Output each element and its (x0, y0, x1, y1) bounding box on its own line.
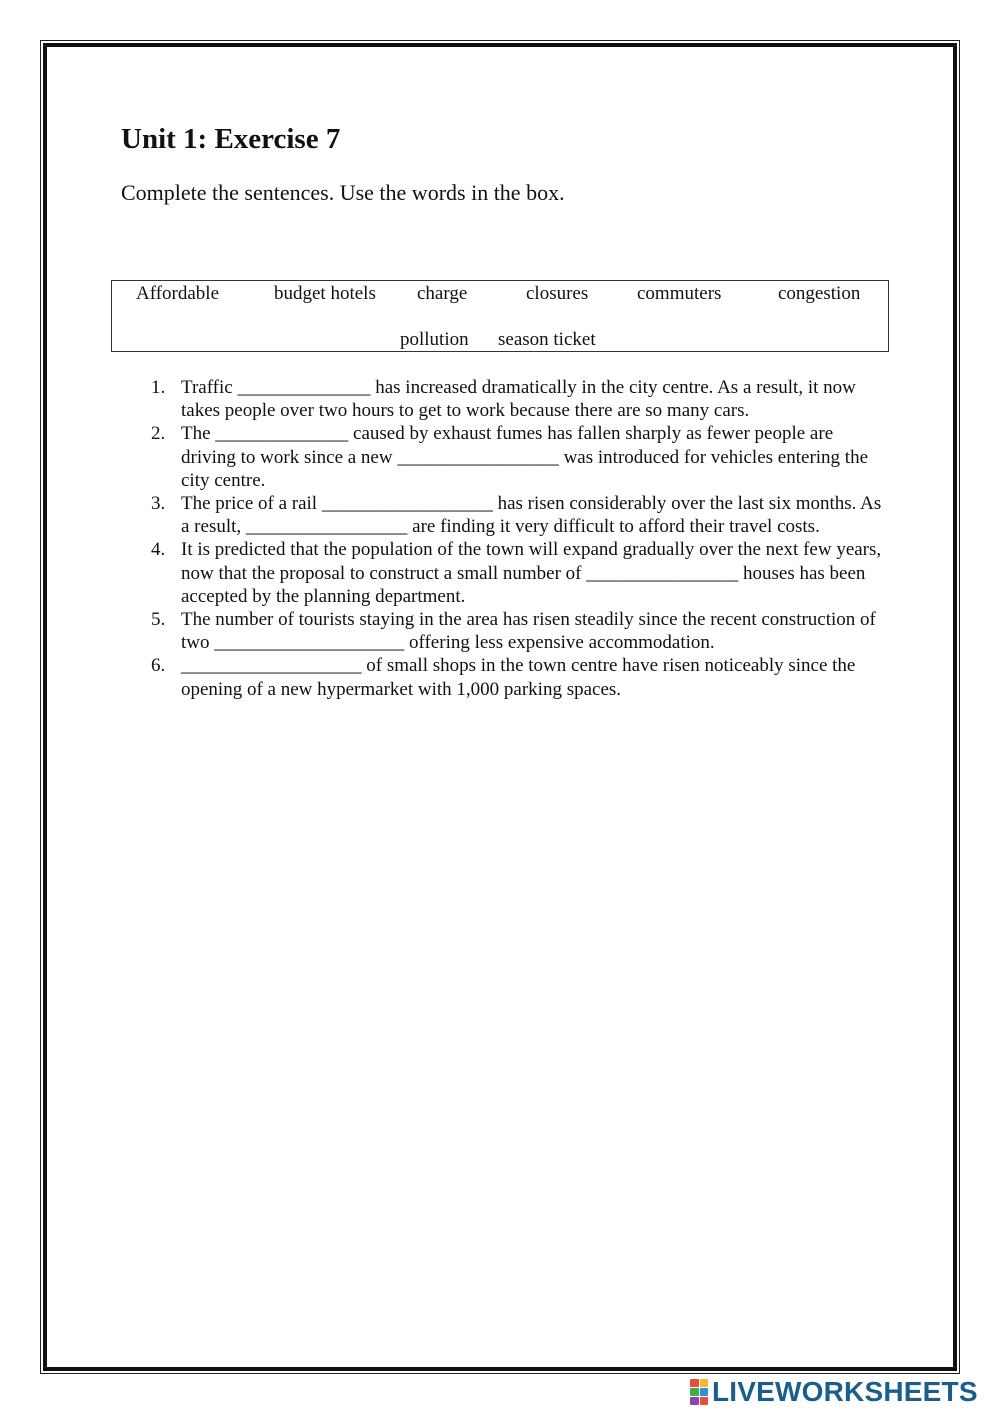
exercise-number: 4. (151, 539, 166, 561)
exercise-item (147, 376, 892, 422)
logo-tile (700, 1388, 709, 1396)
page-title: Unit 1: Exercise 7 (121, 123, 341, 155)
word-box-item: season ticket (498, 329, 596, 350)
logo-tile (690, 1397, 699, 1405)
exercise-text: Traffic ______________ has increased dramatically in the city centre. As a result, it now takes people over two hours to get to work because there are so many cars. (181, 377, 856, 422)
liveworksheets-logo-icon (690, 1379, 708, 1405)
exercise-item (147, 654, 892, 700)
exercise-text: The price of a rail __________________ has risen considerably over the last six months. As a result, _________________ are finding it very difficult to afford their travel costs. (181, 493, 882, 538)
liveworksheets-logo-text: LIVEWORKSHEETS (712, 1376, 978, 1407)
logo-tile (700, 1379, 709, 1387)
page-border-inner (43, 43, 957, 1371)
word-box (111, 280, 889, 352)
exercise-text: ___________________ of small shops in the town centre have risen noticeably since the opening of a new hypermarket with 1,000 parking spaces. (181, 655, 856, 700)
logo-tile (690, 1379, 699, 1387)
word-box-item: Affordable (136, 283, 220, 304)
exercise-number: 1. (151, 377, 166, 398)
exercise-number: 6. (151, 655, 166, 677)
exercise-item (147, 492, 892, 538)
exercise-item (147, 608, 892, 654)
exercise-list (147, 376, 892, 701)
exercise-text: The number of tourists staying in the area has risen steadily since the recent construction of two ____________________ offering less expensive accommodation. (181, 609, 876, 654)
exercise-item (147, 422, 892, 492)
exercise-text: The ______________ caused by exhaust fumes has fallen sharply as fewer people are driving to work since a new _________________ was introduced for vehicles entering the city centre. (181, 423, 869, 491)
liveworksheets-logo (690, 1377, 978, 1407)
word-box-item: closures (526, 283, 589, 304)
instruction-text: Complete the sentences. Use the words in the box. (121, 180, 565, 205)
word-box-item: congestion (778, 283, 861, 304)
word-box-item: charge (417, 283, 468, 304)
exercise-number: 2. (151, 423, 166, 445)
logo-tile (690, 1388, 699, 1396)
word-box-item: pollution (400, 329, 469, 350)
logo-tile (700, 1397, 709, 1405)
exercise-number: 3. (151, 493, 166, 515)
word-box-item: budget hotels (274, 283, 376, 304)
word-box-item: commuters (637, 283, 722, 304)
exercise-item (147, 538, 892, 608)
exercise-number: 5. (151, 609, 166, 631)
exercise-text: It is predicted that the population of the town will expand gradually over the next few years, now that the proposal to construct a small number of ________________ houses has been accepted by the planning department. (181, 539, 882, 607)
